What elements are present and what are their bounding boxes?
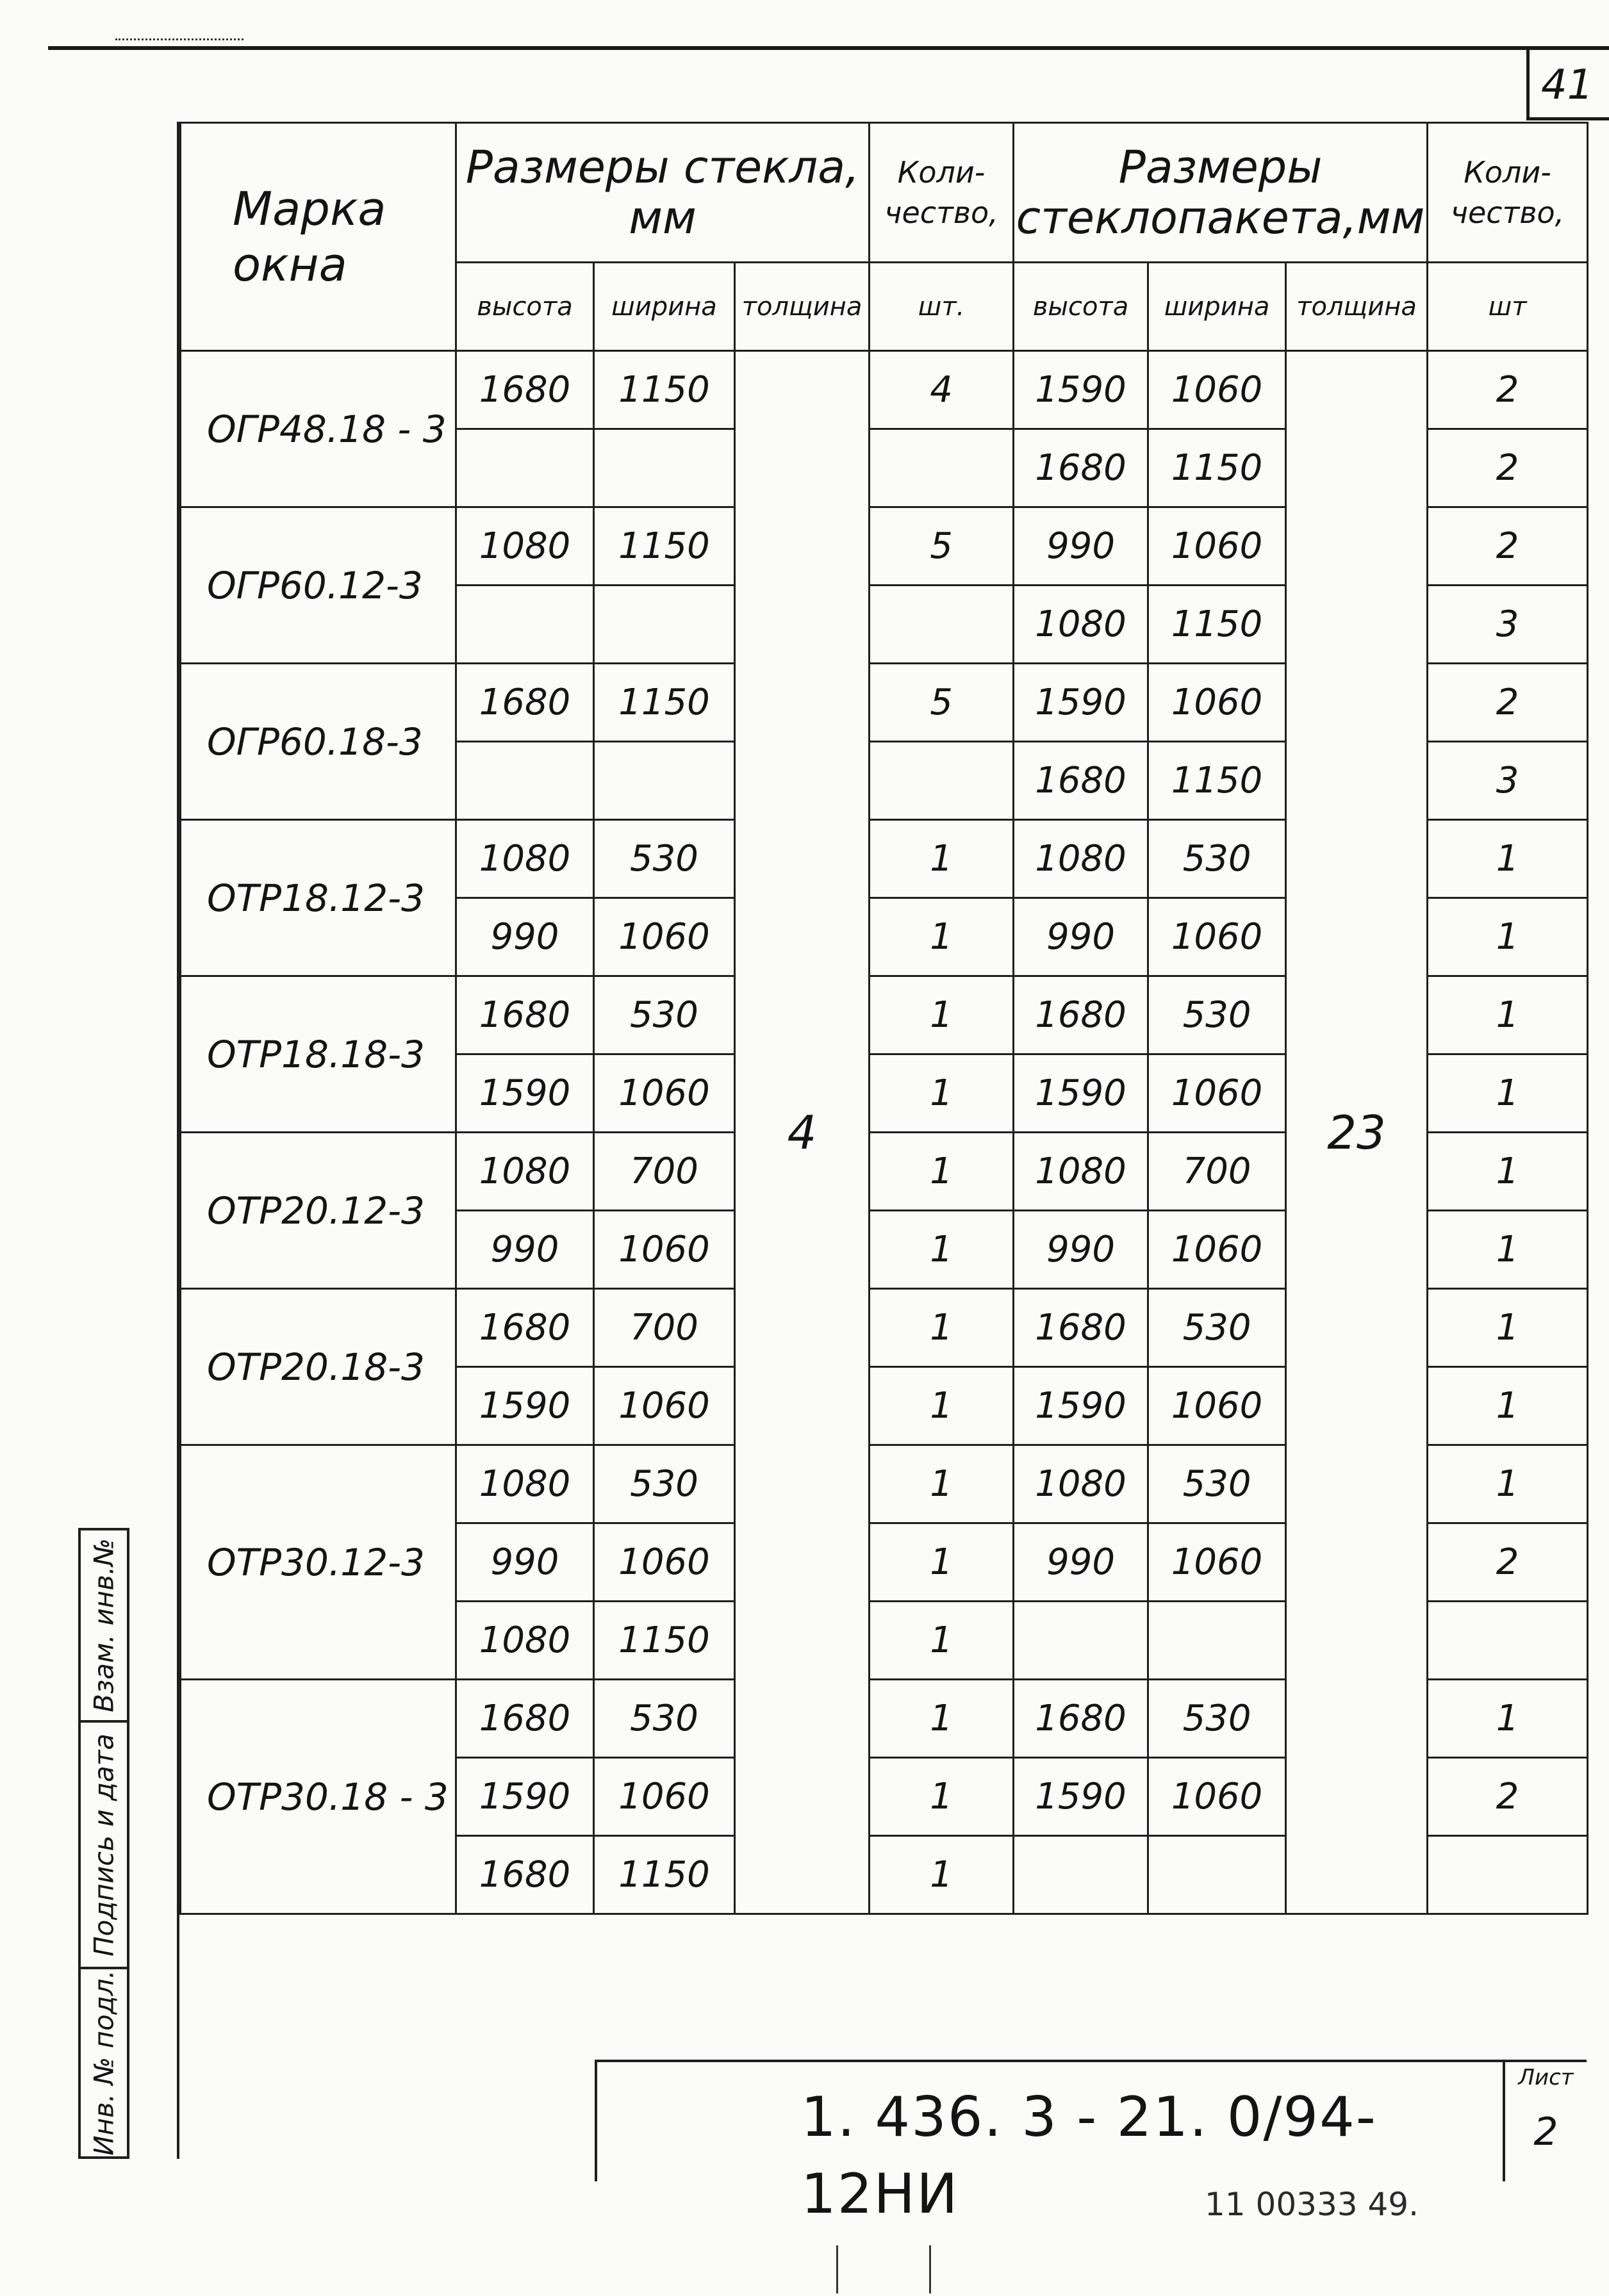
unit-height: 990: [1014, 898, 1148, 976]
header-unit-thickness: толщина: [1286, 263, 1428, 351]
title-block-sheet: [1503, 2060, 1587, 2181]
glass-width: 1150: [594, 1836, 735, 1914]
bottom-tick-left: [836, 2245, 838, 2293]
glass-height: 1080: [456, 1133, 594, 1211]
glass-height: [456, 586, 594, 664]
glass-width: 530: [594, 976, 735, 1054]
glass-quantity: 1: [870, 1133, 1014, 1211]
unit-width: 1060: [1148, 1211, 1286, 1289]
unit-height: 1590: [1014, 1367, 1148, 1445]
bottom-tick-right: [929, 2245, 931, 2293]
unit-quantity: 1: [1428, 1211, 1588, 1289]
glass-height: 990: [456, 1211, 594, 1289]
glass-quantity: 1: [870, 976, 1014, 1054]
unit-height: 1080: [1014, 586, 1148, 664]
header-glass-qty: Коли-чество,: [870, 123, 1014, 263]
window-glazing-table: [179, 122, 1588, 2226]
glass-quantity: 1: [870, 898, 1014, 976]
glass-quantity: 4: [870, 351, 1014, 429]
unit-quantity: 1: [1428, 1367, 1588, 1445]
document-code: 1. 436. 3 - 21. 0/94-12НИ: [801, 2085, 1377, 2226]
unit-quantity: 1: [1428, 1133, 1588, 1211]
side-cell-signature: [81, 1723, 127, 1969]
window-mark: ОТР20.12-3: [181, 1133, 456, 1289]
header-unit-sizes: Размеры стеклопакета,мм: [1014, 123, 1428, 263]
unit-width: 530: [1148, 976, 1286, 1054]
header-unit-qty: Коли-чество,: [1428, 123, 1588, 263]
unit-height: 990: [1014, 1523, 1148, 1602]
unit-width: [1148, 1836, 1286, 1914]
unit-height: [1014, 1836, 1148, 1914]
unit-quantity: 1: [1428, 1445, 1588, 1523]
glass-width: 530: [594, 1680, 735, 1758]
unit-height: 1080: [1014, 1133, 1148, 1211]
header-glass-thickness: толщина: [735, 263, 870, 351]
unit-quantity: 2: [1428, 429, 1588, 507]
unit-width: 1150: [1148, 429, 1286, 507]
glass-width: [594, 586, 735, 664]
glass-height: 1680: [456, 1680, 594, 1758]
glass-width: 1060: [594, 1758, 735, 1836]
glass-width: 1060: [594, 1054, 735, 1133]
unit-quantity: 3: [1428, 586, 1588, 664]
glass-width: [594, 742, 735, 820]
glass-quantity: [870, 742, 1014, 820]
header-row-1: [181, 123, 1588, 263]
sheet-label: Лист: [1518, 2065, 1574, 2090]
glass-height: 1080: [456, 1602, 594, 1680]
unit-height: 1590: [1014, 664, 1148, 742]
unit-height: 1590: [1014, 351, 1148, 429]
glass-height: 1080: [456, 820, 594, 898]
unit-quantity: 3: [1428, 742, 1588, 820]
glass-quantity: 5: [870, 507, 1014, 586]
glass-height: 1680: [456, 1836, 594, 1914]
unit-height: 1680: [1014, 976, 1148, 1054]
header-glass-qty-unit: шт.: [870, 263, 1014, 351]
glass-height: 1680: [456, 664, 594, 742]
unit-height: 1680: [1014, 429, 1148, 507]
unit-height: 1080: [1014, 1445, 1148, 1523]
window-mark: ОГР60.12-3: [181, 507, 456, 664]
header-unit-qty-unit: шт: [1428, 263, 1588, 351]
glass-width: [594, 429, 735, 507]
unit-thickness: 23: [1286, 351, 1428, 1914]
side-label-replacement: Взам. инв.№: [88, 1538, 120, 1712]
unit-width: 1060: [1148, 1523, 1286, 1602]
sheet-number: 41: [1526, 50, 1609, 120]
glass-width: 530: [594, 1445, 735, 1523]
unit-quantity: 2: [1428, 1758, 1588, 1836]
header-glass-height: высота: [456, 263, 594, 351]
glass-quantity: 1: [870, 1367, 1014, 1445]
glass-quantity: [870, 429, 1014, 507]
unit-width: 1060: [1148, 1054, 1286, 1133]
glass-width: 700: [594, 1133, 735, 1211]
glass-height: [456, 742, 594, 820]
glass-width: 700: [594, 1289, 735, 1367]
unit-width: 1060: [1148, 1367, 1286, 1445]
glass-quantity: 1: [870, 1523, 1014, 1602]
header-glass-sizes: Размеры стекла, мм: [456, 123, 870, 263]
unit-quantity: 1: [1428, 898, 1588, 976]
unit-quantity: 2: [1428, 664, 1588, 742]
top-rule: [48, 46, 1609, 50]
glass-quantity: 1: [870, 1054, 1014, 1133]
unit-width: 530: [1148, 1289, 1286, 1367]
glass-quantity: 1: [870, 1602, 1014, 1680]
window-mark: ОТР20.18-3: [181, 1289, 456, 1445]
glass-height: [456, 429, 594, 507]
table-row: [181, 351, 1588, 429]
side-approval-block: [78, 1528, 129, 2159]
top-dots: [115, 38, 243, 43]
side-label-signature: Подпись и дата: [88, 1733, 120, 1956]
glass-height: 1080: [456, 1445, 594, 1523]
glass-height: 1680: [456, 976, 594, 1054]
side-cell-replacement: [81, 1530, 127, 1723]
unit-height: [1014, 1602, 1148, 1680]
window-mark: ОГР48.18 - 3: [181, 351, 456, 507]
archive-number: 11 00333 49.: [1205, 2186, 1419, 2223]
glass-quantity: 5: [870, 664, 1014, 742]
unit-width: 530: [1148, 820, 1286, 898]
unit-width: 1060: [1148, 1758, 1286, 1836]
unit-width: 1060: [1148, 507, 1286, 586]
unit-width: [1148, 1602, 1286, 1680]
header-unit-height: высота: [1014, 263, 1148, 351]
window-mark: ОТР18.18-3: [181, 976, 456, 1133]
glass-quantity: 1: [870, 1289, 1014, 1367]
window-mark: ОГР60.18-3: [181, 664, 456, 820]
unit-height: 990: [1014, 507, 1148, 586]
side-cell-inventory: [81, 1969, 127, 2156]
sheet-value: 2: [1533, 2110, 1558, 2154]
header-unit-width: ширина: [1148, 263, 1286, 351]
glass-height: 990: [456, 1523, 594, 1602]
unit-width: 1150: [1148, 742, 1286, 820]
unit-quantity: 1: [1428, 976, 1588, 1054]
unit-quantity: 1: [1428, 1289, 1588, 1367]
glass-width: 1150: [594, 1602, 735, 1680]
unit-quantity: 2: [1428, 351, 1588, 429]
glass-height: 1590: [456, 1758, 594, 1836]
glass-quantity: 1: [870, 1758, 1014, 1836]
glass-width: 1150: [594, 664, 735, 742]
header-glass-width: ширина: [594, 263, 735, 351]
header-mark: Марка окна: [181, 123, 456, 351]
glass-width: 1060: [594, 1211, 735, 1289]
unit-width: 1060: [1148, 898, 1286, 976]
unit-quantity: [1428, 1602, 1588, 1680]
glass-height: 1680: [456, 1289, 594, 1367]
glass-height: 1590: [456, 1367, 594, 1445]
glass-width: 1150: [594, 351, 735, 429]
unit-width: 1060: [1148, 351, 1286, 429]
glass-height: 1080: [456, 507, 594, 586]
glass-height: 1680: [456, 351, 594, 429]
glass-width: 1060: [594, 898, 735, 976]
glass-quantity: 1: [870, 1445, 1014, 1523]
glass-quantity: [870, 586, 1014, 664]
unit-quantity: 2: [1428, 507, 1588, 586]
glass-height: 990: [456, 898, 594, 976]
unit-height: 1680: [1014, 1289, 1148, 1367]
unit-height: 1080: [1014, 820, 1148, 898]
unit-height: 1590: [1014, 1758, 1148, 1836]
unit-width: 530: [1148, 1680, 1286, 1758]
glass-quantity: 1: [870, 1211, 1014, 1289]
glass-quantity: 1: [870, 1836, 1014, 1914]
unit-quantity: 2: [1428, 1523, 1588, 1602]
window-mark: ОТР30.18 - 3: [181, 1680, 456, 1914]
glass-quantity: 1: [870, 1680, 1014, 1758]
unit-height: 990: [1014, 1211, 1148, 1289]
glass-thickness: 4: [735, 351, 870, 1914]
unit-height: 1680: [1014, 1680, 1148, 1758]
unit-width: 700: [1148, 1133, 1286, 1211]
unit-height: 1590: [1014, 1054, 1148, 1133]
unit-quantity: 1: [1428, 1054, 1588, 1133]
window-mark: ОТР18.12-3: [181, 820, 456, 976]
glass-quantity: 1: [870, 820, 1014, 898]
unit-quantity: 1: [1428, 820, 1588, 898]
unit-height: 1680: [1014, 742, 1148, 820]
window-mark: ОТР30.12-3: [181, 1445, 456, 1680]
unit-width: 1150: [1148, 586, 1286, 664]
unit-quantity: [1428, 1836, 1588, 1914]
unit-quantity: 1: [1428, 1680, 1588, 1758]
side-label-inventory: Инв. № подл.: [88, 1970, 120, 2156]
unit-width: 530: [1148, 1445, 1286, 1523]
glass-width: 1150: [594, 507, 735, 586]
glass-width: 530: [594, 820, 735, 898]
unit-width: 1060: [1148, 664, 1286, 742]
glass-height: 1590: [456, 1054, 594, 1133]
glass-width: 1060: [594, 1523, 735, 1602]
glass-width: 1060: [594, 1367, 735, 1445]
